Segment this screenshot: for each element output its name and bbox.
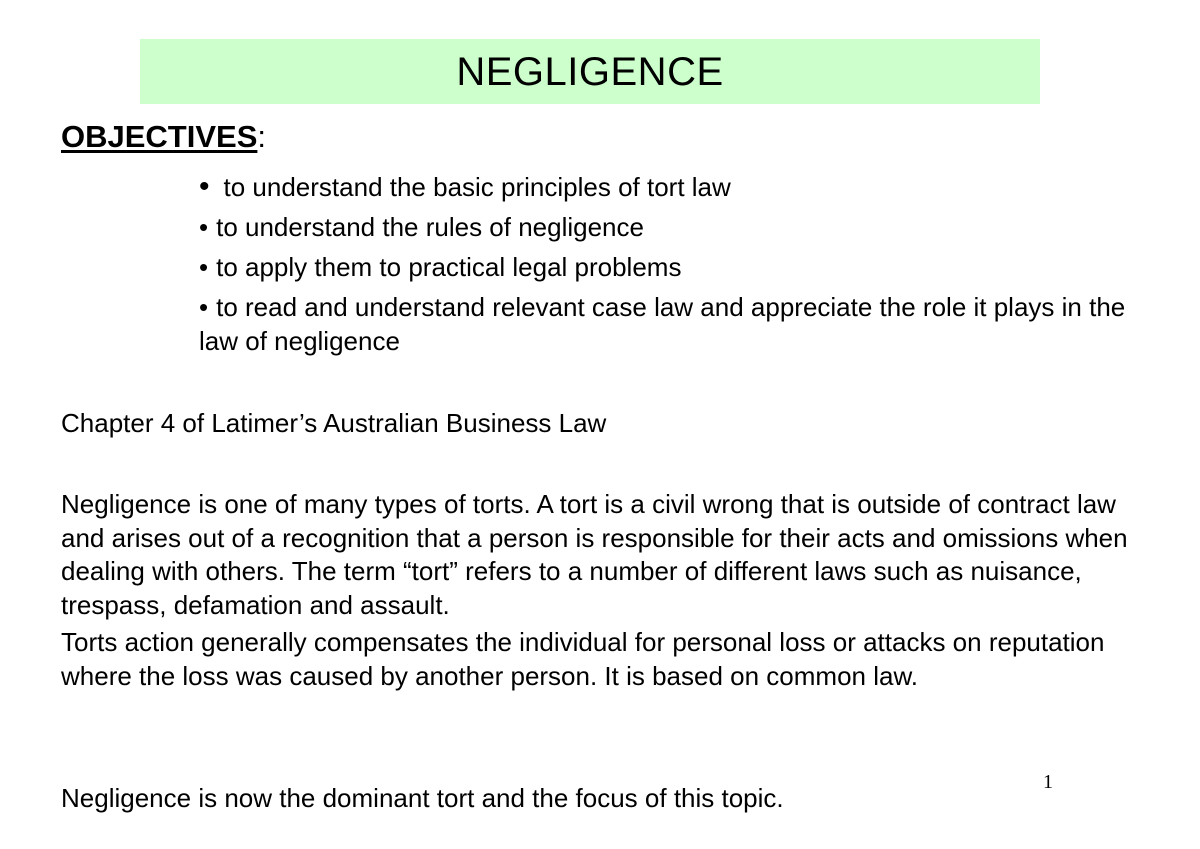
list-item-text: to apply them to practical legal problems xyxy=(216,252,682,282)
page-number: 1 xyxy=(1043,771,1053,793)
negligence-intro-paragraph: Negligence is one of many types of torts. A tort is a civil wrong that is outside of contract law and arises out of a recognition that a person is responsible for their acts and omissions when dealing with others. The term “tort” refers to a number of different laws such as nuisance, trespass, defamation and assault. xyxy=(61,489,1128,620)
bullet-icon: • xyxy=(199,212,209,242)
title-banner xyxy=(140,39,1040,104)
bullet-icon: • xyxy=(199,170,210,203)
list-item xyxy=(199,170,1159,204)
objectives-heading-colon: : xyxy=(257,119,267,154)
chapter-reference: Chapter 4 of Latimer’s Australian Business Law xyxy=(61,408,607,438)
objectives-heading-text: OBJECTIVES xyxy=(61,119,258,154)
objectives-list xyxy=(199,170,1159,364)
bullet-icon: • xyxy=(199,292,209,322)
bullet-icon: • xyxy=(199,252,209,282)
list-item xyxy=(199,210,1159,244)
objectives-heading xyxy=(61,118,266,155)
list-item xyxy=(199,290,1159,358)
list-item-text: to read and understand relevant case law and appreciate the role it plays in the law of negligence xyxy=(199,292,1126,356)
list-item-text: to understand the rules of negligence xyxy=(216,212,644,242)
dominant-tort-paragraph: Negligence is now the dominant tort and the focus of this topic. xyxy=(61,783,784,813)
page-title: NEGLIGENCE xyxy=(456,49,724,94)
torts-action-paragraph: Torts action generally compensates the individual for personal loss or attacks on reputation where the loss was caused by another person. It is based on common law. xyxy=(61,627,1105,691)
list-item xyxy=(199,250,1159,284)
list-item-text: to understand the basic principles of tort law xyxy=(223,172,731,202)
